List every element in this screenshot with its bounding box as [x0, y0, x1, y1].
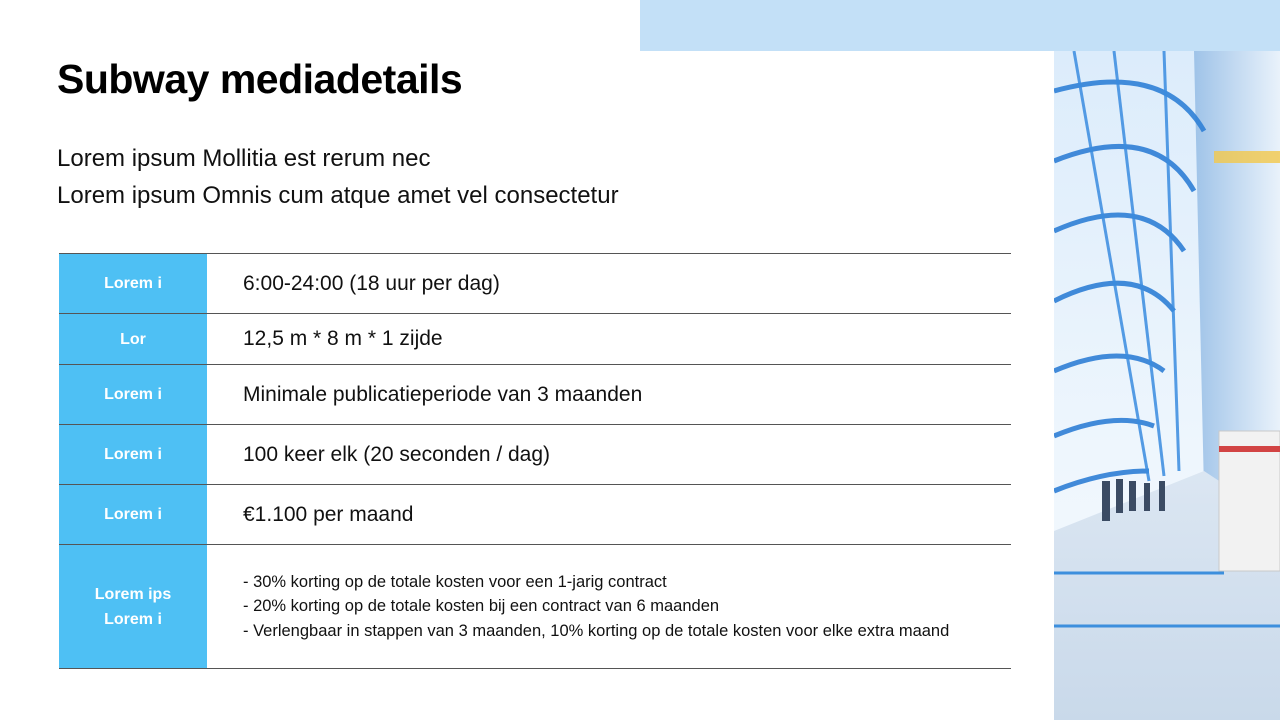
table-row [59, 425, 1011, 485]
row-value: Minimale publicatieperiode van 3 maanden [207, 365, 1011, 425]
table-row [59, 485, 1011, 545]
row-label: Lor [59, 314, 207, 365]
row-value: 12,5 m * 8 m * 1 zijde [207, 314, 1011, 365]
row-label: Lorem i [59, 254, 207, 314]
table-row [59, 365, 1011, 425]
subway-station-photo [1054, 51, 1280, 720]
table-row [59, 545, 1011, 669]
row-label: Lorem i [59, 425, 207, 485]
row-value [207, 545, 1011, 669]
table-row [59, 254, 1011, 314]
row-label: Lorem i [59, 365, 207, 425]
subtitle-line-2: Lorem ipsum Omnis cum atque amet vel consectetur [57, 182, 619, 209]
row-value: 6:00-24:00 (18 uur per dag) [207, 254, 1011, 314]
row-value: 100 keer elk (20 seconden / dag) [207, 425, 1011, 485]
row-label-line-2: Lorem i [104, 610, 162, 628]
discount-list [243, 570, 1011, 644]
row-label [59, 545, 207, 669]
table-row [59, 314, 1011, 365]
media-details-table [59, 253, 1011, 669]
row-label: Lorem i [59, 485, 207, 545]
page-title: Subway mediadetails [57, 56, 463, 102]
row-label-line-1: Lorem ips [94, 585, 172, 603]
subtitle-line-1: Lorem ipsum Mollitia est rerum nec [57, 145, 431, 172]
list-item: - Verlengbaar in stappen van 3 maanden, 10% korting op de totale kosten voor elke extra maand [243, 621, 950, 640]
top-accent-band [640, 0, 1280, 51]
row-value: €1.100 per maand [207, 485, 1011, 545]
list-item: - 20% korting op de totale kosten bij een contract van 6 maanden [243, 597, 720, 616]
list-item: - 30% korting op de totale kosten voor een 1-jarig contract [243, 572, 667, 591]
